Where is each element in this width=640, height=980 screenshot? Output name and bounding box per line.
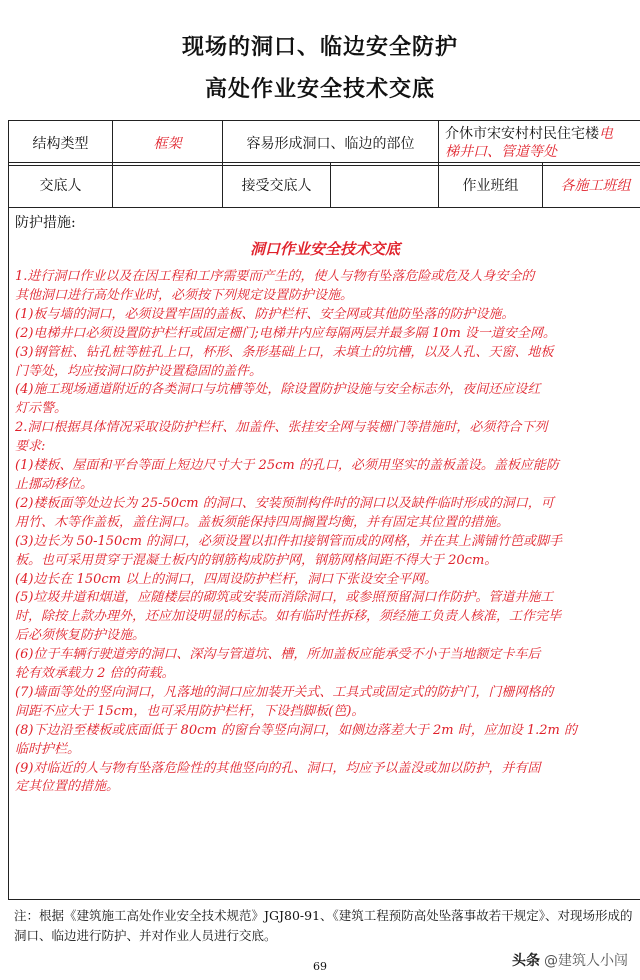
- measures-line: 灯示警。: [15, 401, 68, 417]
- measures-line: 临时护栏。: [15, 741, 81, 757]
- location-label: 容易形成洞口、临边的部位: [223, 121, 439, 166]
- receiver-value: [331, 163, 439, 208]
- measures-line: 2.洞口根据具体情况采取设防护栏杆、加盖件、张挂安全网与装栅门等措施时，必须符合下列: [15, 420, 548, 436]
- watermark: [512, 950, 628, 970]
- structure-type-label: 结构类型: [9, 121, 113, 166]
- footnote: 注：根据《建筑施工高处作业安全技术规范》JGJ80-91、《建筑工程预防高处坠落事故若干规定》、对现场形成的洞口、临边进行防护、并对作业人员进行交底。: [14, 908, 633, 943]
- document-title: 现场的洞口、临边安全防护: [181, 34, 458, 60]
- measures-body: [15, 268, 640, 797]
- measures-line: 门等处，均应按洞口防护设置稳固的盖件。: [15, 363, 263, 379]
- document-subtitle: 高处作业安全技术交底: [204, 76, 435, 102]
- measures-line: (1)楼板、屋面和平台等面上短边尺寸大于 25cm 的孔口，必须用坚实的盖板盖设。盖板应能防: [15, 458, 559, 474]
- measures-line: (9)对临近的人与物有坠落危险性的其他竖向的孔、洞口，均应予以盖没或加以防护，并有固: [15, 760, 541, 776]
- measures-line: (3)边长为 50-150cm 的洞口，必须设置以扣件扣接钢管而成的网格，并在其上满铺竹笆或脚手: [15, 533, 563, 549]
- discloser-value: [113, 163, 223, 208]
- measures-line: 间距不应大于 15cm，也可采用防护栏杆，下设挡脚板(笆)。: [15, 703, 365, 719]
- measures-line: (1)板与墙的洞口，必须设置牢固的盖板、防护栏杆、安全网或其他防坠落的防护设施。: [15, 306, 515, 322]
- page-number: 69: [313, 960, 327, 973]
- measures-line: 后必须恢复防护设施。: [15, 628, 146, 644]
- measures-line: 板。也可采用贯穿于混凝土板内的钢筋构成防护网，钢筋网格间距不得大于 20cm。: [15, 552, 498, 568]
- measures-line: 止挪动移位。: [15, 476, 94, 492]
- measures-line: (8)下边沿至楼板或底面低于 80cm 的窗台等竖向洞口，如侧边落差大于 2m 时，应加设 1.2m 的: [15, 722, 577, 738]
- measures-line: 用竹、木等作盖板，盖住洞口。盖板须能保持四周搁置均衡，并有固定其位置的措施。: [15, 514, 510, 530]
- structure-type-value: 框架: [113, 121, 223, 166]
- measures-line: 时，除按上款办理外，还应加设明显的标志。如有临时性拆移，须经施工负责人核准，工作完毕: [15, 609, 562, 625]
- receiver-label: 接受交底人: [223, 163, 331, 208]
- measures-heading: 洞口作业安全技术交底: [249, 240, 400, 258]
- header-table-row2: [8, 162, 640, 208]
- measures-line: 轮有效承载力 2 倍的荷载。: [15, 666, 175, 682]
- measures-line: 定其位置的措施。: [15, 779, 120, 795]
- measures-line: (4)边长在 150cm 以上的洞口，四周设防护栏杆，洞口下张设安全平网。: [15, 571, 438, 587]
- watermark-handle: @建筑人小闯: [544, 953, 628, 969]
- measures-label: 防护措施:: [15, 215, 76, 231]
- location-value: [439, 121, 640, 166]
- location-value-red-2: 梯井口、管道等处: [445, 144, 557, 160]
- measures-line: 1.进行洞口作业以及在因工程和工序需要而产生的，使人与物有坠落危险或危及人身安全的: [15, 269, 535, 284]
- discloser-label: 交底人: [9, 163, 113, 208]
- header-table: [8, 120, 640, 166]
- measures-line: (2)楼板面等处边长为 25-50cm 的洞口、安装预制构件时的洞口以及缺件临时形成的洞口，可: [15, 495, 554, 511]
- measures-line: (7)墙面等处的竖向洞口，凡落地的洞口应加装开关式、工具式或固定式的防护门，门栅网格的: [15, 684, 554, 700]
- protection-measures-section: [8, 204, 640, 900]
- location-value-black: 介休市宋安村村民住宅楼: [445, 126, 599, 142]
- location-value-red-1: 电: [599, 126, 613, 142]
- measures-line: (6)位于车辆行驶道旁的洞口、深沟与管道坑、槽，所加盖板应能承受不小于当地额定卡车后: [15, 647, 541, 663]
- watermark-logo: 头条: [512, 953, 540, 969]
- measures-line: 要求:: [15, 439, 46, 455]
- measures-line: (4)施工现场通道附近的各类洞口与坑槽等处，除设置防护设施与安全标志外，夜间还应设红: [15, 382, 541, 398]
- team-value: 各施工班组: [543, 163, 640, 208]
- team-label: 作业班组: [439, 163, 543, 208]
- measures-line: (3)钢管桩、钻孔桩等桩孔上口，杯形、条形基础上口，未填土的坑槽，以及人孔、天窗、地板: [15, 344, 554, 360]
- measures-line: (5)垃圾井道和烟道，应随楼层的砌筑或安装而消除洞口，或参照预留洞口作防护。管道井施工: [15, 590, 554, 606]
- measures-line: (2)电梯井口必须设置防护栏杆或固定栅门;电梯井内应每隔两层并最多隔 10m 设一道安全网。: [15, 325, 556, 341]
- measures-line: 其他洞口进行高处作业时，必须按下列规定设置防护设施。: [15, 287, 354, 303]
